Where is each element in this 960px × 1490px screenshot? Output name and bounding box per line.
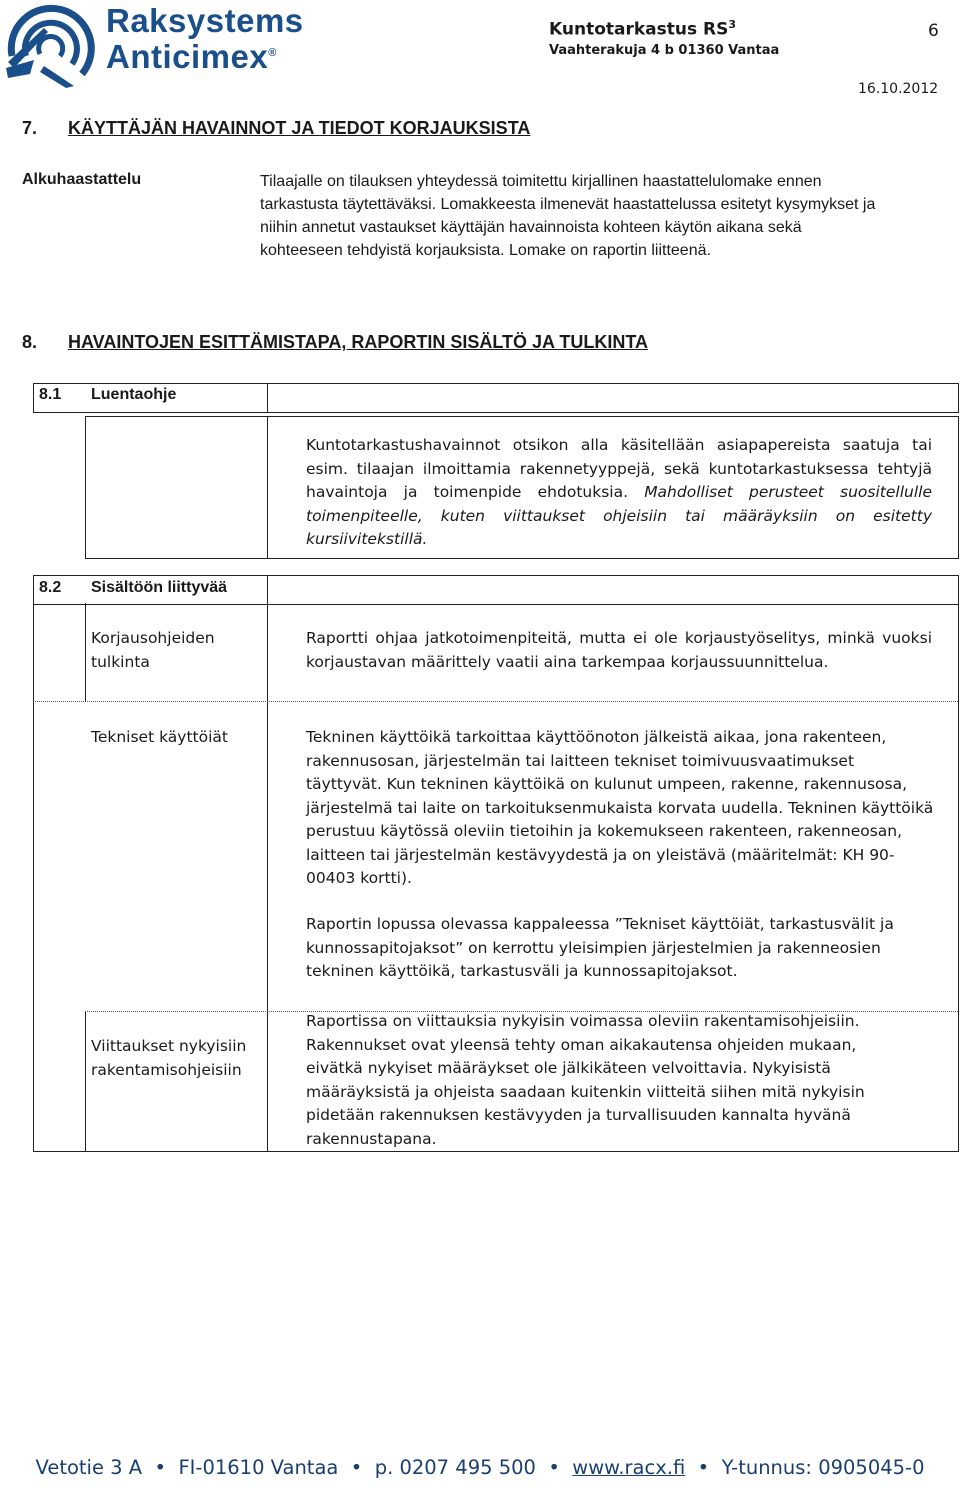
section-8-2-number: 8.2 xyxy=(39,579,62,596)
row-label-korjausohjeiden: Korjausohjeiden tulkinta xyxy=(91,629,215,671)
section-8-heading: 8. HAVAINTOJEN ESITTÄMISTAPA, RAPORTIN SISÄLTÖ JA TULKINTA xyxy=(22,332,649,352)
section-7-paragraph: Tilaajalle on tilauksen yhteydessä toimitettu kirjallinen haastattelulomake ennen tarkastusta täytettäväksi. Lomakkeesta ilmenevät haastattelussa esitetyt kysymykset ja niihin annetut vastaukset käyttäjän havainnoista kohteen käytön aikana sekä kohteeseen tehdyistä korjauksista. Lomake on raportin liitteenä. xyxy=(260,173,876,259)
document-date: 16.10.2012 xyxy=(858,81,939,97)
logo-text-anticimex: Anticimex® xyxy=(106,38,277,75)
footer-ytunnus: Y-tunnus: 0905045-0 xyxy=(721,1456,925,1479)
section-8-2-title: Sisältöön liittyvää xyxy=(91,579,228,596)
section-8-1-title: Luentaohje xyxy=(91,386,177,403)
document-title: Kuntotarkastus $RS^3$ xyxy=(549,18,737,40)
section-8-1-text: Kuntotarkastushavainnot otsikon alla käsitellään asiapapereista saatuja tai esim. tilaajan ilmoittamia rakennetyyppejä, sekä kuntotarkastuksessa tehtyjä havaintoja ja toimenpide ehdotuksia. Mahdolliset perusteet suositellulle toimenpiteelle, kuten viittaukset ohjeisiin tai määräyksiin on esitetty kursiivitekstillä. xyxy=(306,436,932,548)
section-7-heading: 7. KÄYTTÄJÄN HAVAINNOT JA TIEDOT KORJAUKSISTA xyxy=(22,118,531,138)
row-label-viittaukset: Viittaukset nykyisiin rakentamisohjeisiin xyxy=(91,1037,247,1079)
footer-bullet-icon: • xyxy=(350,1456,363,1479)
row-text-viittaukset: Raportissa on viittauksia nykyisin voimassa oleviin rakentamisohjeisiin. Rakennukset ovat yleensä tehty oman aikakautensa ohjeiden mukaan, eivätkä nykyiset määräykset ole jälkikäteen velvoittavia. Nykyisistä määräyksistä ja ohjeista saadaan kuitenkin viitteitä siihen mitä nykyisin pidetään rakennuksen kestävyyden ja turvallisuuden kannalta hyvänä rakennustapana. xyxy=(306,1012,865,1148)
document-address: Vaahterakuja 4 b 01360 Vantaa xyxy=(549,43,780,58)
footer-bullet-icon: • xyxy=(548,1456,560,1479)
logo-text-raksystems: Raksystems xyxy=(106,2,304,39)
company-logo-icon xyxy=(4,4,100,88)
section-7-label: Alkuhaastattelu xyxy=(22,171,142,188)
row-label-tekniset: Tekniset käyttöiät xyxy=(91,728,228,746)
footer-phone: p. 0207 495 500 xyxy=(374,1456,536,1479)
row-text-tekniset-2: Raportin lopussa olevassa kappaleessa ”Tekniset käyttöiät, tarkastusvälit ja kunnossapitojaksot” on kerrottu yleisimpien järjestelmien ja rakenneosien tekninen käyttöikä, tarkastusväli ja kunnossapitojaksot. xyxy=(306,915,894,980)
footer-web-link[interactable]: www.racx.fi xyxy=(572,1456,686,1479)
footer-bullet-icon: • xyxy=(154,1456,167,1479)
footer-city: FI-01610 Vantaa xyxy=(178,1456,339,1479)
page-number: 6 xyxy=(928,21,939,41)
section-8-1-number: 8.1 xyxy=(39,386,62,403)
footer-bullet-icon: • xyxy=(697,1456,710,1479)
page-footer xyxy=(0,1456,960,1479)
footer-street: Vetotie 3 A xyxy=(35,1456,143,1479)
section-8-1-italic-text: Mahdolliset perusteet suositellulle toimenpiteelle, kuten viittaukset ohjeisiin tai määräyksiin on esitetty kursiivitekstillä. xyxy=(306,483,932,548)
row-text-tekniset-1: Tekninen käyttöikä tarkoittaa käyttöönoton jälkeistä aikaa, jona rakenteen, rakennusosan, järjestelmän tai laitteen tekniset toimivuusvaatimukset täyttyvät. Kun tekninen käyttöikä on kulunut umpeen, rakenne, rakennusosa, järjestelmä tai laite on tarkoituksenmukaista korvata uudella. Tekninen käyttöikä perustuu käytössä oleviin tietoihin ja kokemukseen rakenteen, rakenneosan, laitteen tai järjestelmän kestävyydestä ja on yleistävä (määritelmät: KH 90-00403 kortti). xyxy=(306,728,934,887)
row-text-korjausohjeiden: Raportti ohjaa jatkotoimenpiteitä, mutta ei ole korjaustyöselitys, minkä vuoksi korjaustavan määrittely vaatii aina tarkempaa korjaussuunnittelua. xyxy=(306,629,932,671)
